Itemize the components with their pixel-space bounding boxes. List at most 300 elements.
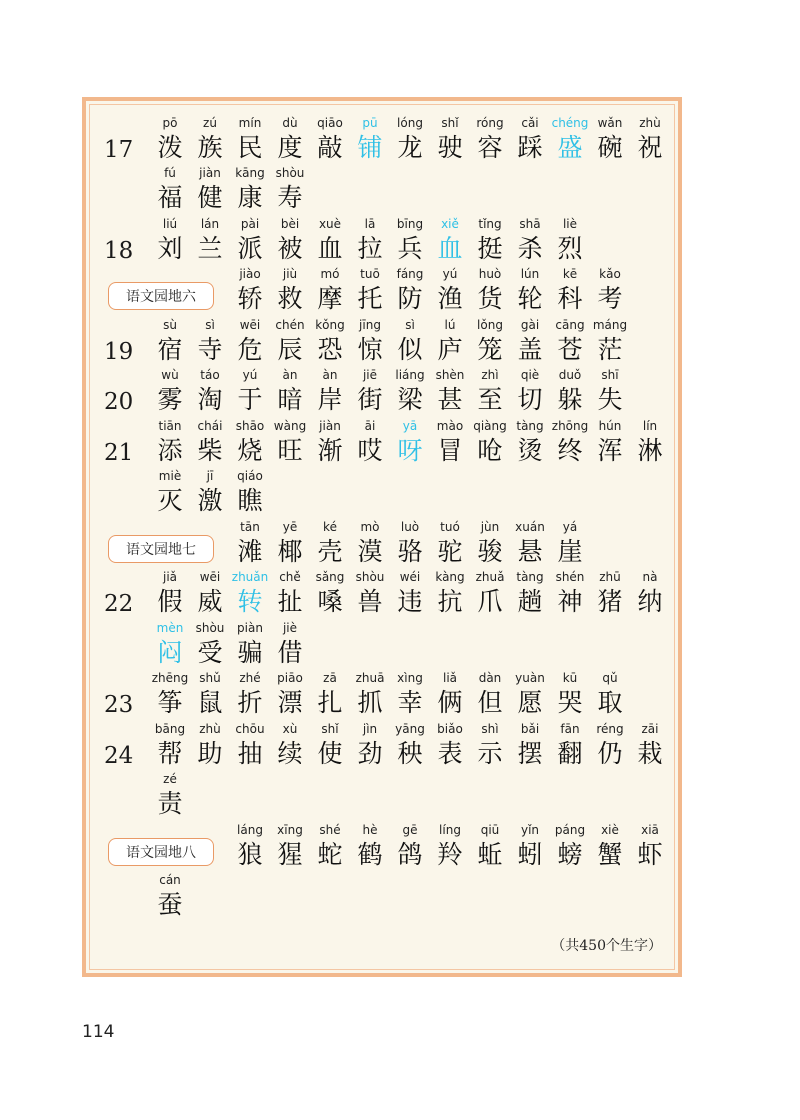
pinyin: kū <box>562 671 578 685</box>
pinyin: chén <box>275 318 305 332</box>
character-cell <box>590 670 630 720</box>
hanzi: 责 <box>157 789 183 818</box>
hanzi: 盖 <box>517 335 543 364</box>
pinyin: chě <box>279 570 301 584</box>
character-line <box>86 266 686 318</box>
pinyin: zhù <box>199 722 221 736</box>
pinyin: dàn <box>478 671 502 685</box>
hanzi: 示 <box>477 739 503 768</box>
pinyin: àn <box>322 368 338 382</box>
hanzi: 恐 <box>317 335 343 364</box>
character-cell <box>630 569 670 619</box>
pinyin: zhuǎn <box>231 570 269 584</box>
hanzi: 踩 <box>517 133 543 162</box>
hanzi: 违 <box>397 587 423 616</box>
hanzi: 寿 <box>277 183 303 212</box>
pinyin: bèi <box>280 217 300 231</box>
hanzi: 秧 <box>397 739 423 768</box>
pinyin: sì <box>405 318 415 332</box>
hanzi: 渐 <box>317 436 343 465</box>
pinyin: wéi <box>399 570 421 584</box>
hanzi: 烫 <box>517 436 543 465</box>
hanzi: 笼 <box>477 335 503 364</box>
pinyin: xīng <box>277 823 303 837</box>
pinyin: tiān <box>158 419 182 433</box>
character-cell <box>270 620 310 670</box>
hanzi: 驼 <box>437 537 463 566</box>
pinyin: lóng <box>397 116 423 130</box>
pinyin: luò <box>400 520 420 534</box>
hanzi: 危 <box>237 335 263 364</box>
pinyin: jī <box>206 469 214 483</box>
pinyin: hún <box>598 419 622 433</box>
pinyin: chéng <box>551 116 589 130</box>
pinyin: páng <box>554 823 586 837</box>
hanzi: 闷 <box>157 638 183 667</box>
hanzi: 愿 <box>517 688 543 717</box>
pinyin: qiāo <box>317 116 343 130</box>
hanzi: 螃 <box>557 840 583 869</box>
pinyin: láng <box>237 823 263 837</box>
pinyin: chái <box>197 419 223 433</box>
pinyin: zāi <box>641 722 659 736</box>
hanzi: 惊 <box>357 335 383 364</box>
hanzi: 扯 <box>277 587 303 616</box>
hanzi: 蚯 <box>477 840 503 869</box>
hanzi: 容 <box>477 133 503 162</box>
hanzi: 切 <box>517 385 543 414</box>
hanzi: 岸 <box>317 385 343 414</box>
character-cell <box>230 468 270 518</box>
pinyin: róng <box>476 116 504 130</box>
page-number: 114 <box>82 1022 115 1042</box>
pinyin: mào <box>436 419 464 433</box>
pinyin: sǎng <box>315 570 345 584</box>
pinyin: āi <box>364 419 376 433</box>
character-cell <box>630 721 670 771</box>
hanzi: 猩 <box>277 840 303 869</box>
pinyin: jiù <box>282 267 298 281</box>
pinyin: kē <box>562 267 578 281</box>
hanzi: 抓 <box>357 688 383 717</box>
pinyin: zhuā <box>355 671 385 685</box>
hanzi: 庐 <box>437 335 463 364</box>
hanzi: 度 <box>277 133 303 162</box>
pinyin: jìn <box>362 722 378 736</box>
hanzi: 似 <box>397 335 423 364</box>
pinyin: nà <box>642 570 658 584</box>
character-cell <box>590 266 630 316</box>
hanzi: 威 <box>197 587 223 616</box>
pinyin: bīng <box>396 217 424 231</box>
hanzi: 铺 <box>357 133 383 162</box>
pinyin: liú <box>162 217 178 231</box>
hanzi: 敲 <box>317 133 343 162</box>
pinyin: shé <box>319 823 341 837</box>
hanzi: 仍 <box>597 739 623 768</box>
hanzi: 呛 <box>477 436 503 465</box>
hanzi: 族 <box>197 133 223 162</box>
hanzi: 帮 <box>157 739 183 768</box>
pinyin: gē <box>402 823 418 837</box>
pinyin: shī <box>601 368 619 382</box>
hanzi: 骆 <box>397 537 423 566</box>
character-cell <box>550 216 590 266</box>
pinyin: sì <box>205 318 215 332</box>
pinyin: biǎo <box>437 722 463 736</box>
hanzi: 茫 <box>597 335 623 364</box>
pinyin: tuō <box>360 267 380 281</box>
pinyin: shòu <box>355 570 385 584</box>
pinyin: pū <box>362 116 378 130</box>
hanzi: 雾 <box>157 385 183 414</box>
pinyin: kàng <box>435 570 465 584</box>
hanzi: 躲 <box>557 385 583 414</box>
pinyin: jiào <box>239 267 261 281</box>
hanzi: 托 <box>357 284 383 313</box>
section-label-badge: 语文园地八 <box>108 838 214 866</box>
pinyin: fú <box>164 166 176 180</box>
hanzi: 俩 <box>437 688 463 717</box>
pinyin: qiè <box>520 368 540 382</box>
pinyin: huò <box>478 267 502 281</box>
hanzi: 于 <box>237 385 263 414</box>
pinyin: gài <box>520 318 540 332</box>
pinyin: xuè <box>318 217 342 231</box>
character-cell <box>590 367 630 417</box>
character-cell <box>590 317 630 367</box>
hanzi: 瞧 <box>237 486 263 515</box>
pinyin: kǒng <box>315 318 345 332</box>
pinyin: lú <box>444 318 456 332</box>
pinyin: shèn <box>435 368 465 382</box>
hanzi: 鹤 <box>357 840 383 869</box>
pinyin: yāng <box>395 722 425 736</box>
hanzi: 烈 <box>557 234 583 263</box>
hanzi: 龙 <box>397 133 423 162</box>
hanzi: 兽 <box>357 587 383 616</box>
pinyin: kǎo <box>599 267 621 281</box>
pinyin: zú <box>203 116 217 130</box>
pinyin: miè <box>158 469 182 483</box>
pinyin: tàng <box>516 570 544 584</box>
hanzi: 扎 <box>317 688 343 717</box>
hanzi: 甚 <box>437 385 463 414</box>
character-cell <box>630 115 670 165</box>
hanzi: 终 <box>557 436 583 465</box>
lesson-number: 18 <box>104 238 134 264</box>
character-line <box>86 771 686 823</box>
pinyin: fān <box>560 722 580 736</box>
hanzi: 轿 <box>237 284 263 313</box>
hanzi: 冒 <box>437 436 463 465</box>
pinyin: mín <box>238 116 262 130</box>
pinyin: yā <box>402 419 418 433</box>
hanzi: 旺 <box>277 436 303 465</box>
pinyin: yuàn <box>515 671 545 685</box>
pinyin: xuán <box>515 520 545 534</box>
lesson-number: 20 <box>104 389 134 415</box>
lesson-number: 22 <box>104 591 134 617</box>
character-line <box>86 670 686 722</box>
hanzi: 受 <box>197 638 223 667</box>
hanzi: 泼 <box>157 133 183 162</box>
pinyin: shén <box>555 570 585 584</box>
hanzi: 猪 <box>597 587 623 616</box>
pinyin: zhū <box>599 570 621 584</box>
character-line <box>86 721 686 773</box>
hanzi: 蚕 <box>157 890 183 919</box>
hanzi: 拉 <box>357 234 383 263</box>
pinyin: jīng <box>359 318 381 332</box>
pinyin: máng <box>592 318 628 332</box>
pinyin: fáng <box>396 267 424 281</box>
pinyin: shǔ <box>199 671 221 685</box>
pinyin: lǒng <box>477 318 503 332</box>
lesson-number: 17 <box>104 137 134 163</box>
hanzi: 悬 <box>517 537 543 566</box>
hanzi: 兵 <box>397 234 423 263</box>
hanzi: 辰 <box>277 335 303 364</box>
hanzi: 派 <box>237 234 263 263</box>
pinyin: jiàn <box>199 166 221 180</box>
pinyin: jiè <box>282 621 298 635</box>
hanzi: 取 <box>597 688 623 717</box>
pinyin: xiā <box>641 823 659 837</box>
pinyin: hè <box>362 823 378 837</box>
character-cell <box>630 822 670 872</box>
hanzi: 抗 <box>437 587 463 616</box>
hanzi: 鸽 <box>397 840 423 869</box>
hanzi: 民 <box>237 133 263 162</box>
character-line <box>86 620 686 672</box>
pinyin: shā <box>519 217 541 231</box>
hanzi: 货 <box>477 284 503 313</box>
pinyin: xìng <box>397 671 423 685</box>
section-label-badge: 语文园地六 <box>108 282 214 310</box>
pinyin: piāo <box>277 671 303 685</box>
pinyin: wēi <box>239 318 261 332</box>
hanzi: 狼 <box>237 840 263 869</box>
pinyin: jiǎ <box>162 570 178 584</box>
hanzi: 街 <box>357 385 383 414</box>
hanzi: 栽 <box>637 739 663 768</box>
hanzi: 折 <box>237 688 263 717</box>
pinyin: dù <box>282 116 298 130</box>
pinyin: bāng <box>154 722 186 736</box>
pinyin: tān <box>240 520 260 534</box>
hanzi: 添 <box>157 436 183 465</box>
character-line <box>86 569 686 621</box>
hanzi: 漠 <box>357 537 383 566</box>
hanzi: 轮 <box>517 284 543 313</box>
hanzi: 失 <box>597 385 623 414</box>
pinyin: wàng <box>273 419 307 433</box>
pinyin: jiàn <box>319 419 341 433</box>
pinyin: qiáo <box>237 469 263 483</box>
pinyin: sù <box>163 318 177 332</box>
pinyin: duǒ <box>558 368 582 382</box>
character-line <box>86 519 686 571</box>
pinyin: wù <box>161 368 179 382</box>
hanzi: 激 <box>197 486 223 515</box>
pinyin: shǐ <box>321 722 339 736</box>
hanzi: 使 <box>317 739 343 768</box>
pinyin: lín <box>642 419 658 433</box>
pinyin: ké <box>323 520 337 534</box>
character-cell <box>550 519 590 569</box>
pinyin: àn <box>282 368 298 382</box>
character-line <box>86 317 686 369</box>
character-line <box>86 418 686 470</box>
hanzi: 羚 <box>437 840 463 869</box>
hanzi: 碗 <box>597 133 623 162</box>
character-line <box>86 468 686 520</box>
pinyin: pài <box>240 217 260 231</box>
pinyin: xiè <box>601 823 619 837</box>
pinyin: liáng <box>395 368 425 382</box>
pinyin: pō <box>162 116 178 130</box>
pinyin: zé <box>163 772 177 786</box>
pinyin: piàn <box>237 621 263 635</box>
pinyin: liè <box>562 217 578 231</box>
character-cell <box>150 872 190 922</box>
hanzi: 神 <box>557 587 583 616</box>
hanzi: 康 <box>237 183 263 212</box>
pinyin: yē <box>282 520 298 534</box>
hanzi: 壳 <box>317 537 343 566</box>
hanzi: 漂 <box>277 688 303 717</box>
character-line <box>86 822 686 874</box>
pinyin: shòu <box>275 166 305 180</box>
pinyin: mò <box>360 520 380 534</box>
pinyin: kāng <box>235 166 265 180</box>
hanzi: 翻 <box>557 739 583 768</box>
hanzi: 渔 <box>437 284 463 313</box>
pinyin: shòu <box>195 621 225 635</box>
hanzi: 防 <box>397 284 423 313</box>
hanzi: 嗓 <box>317 587 343 616</box>
lesson-number: 23 <box>104 692 134 718</box>
hanzi: 宿 <box>157 335 183 364</box>
hanzi: 被 <box>277 234 303 263</box>
hanzi: 假 <box>157 587 183 616</box>
hanzi: 考 <box>597 284 623 313</box>
hanzi: 淘 <box>197 385 223 414</box>
pinyin: cǎi <box>521 116 539 130</box>
pinyin: lún <box>520 267 540 281</box>
hanzi: 挺 <box>477 234 503 263</box>
character-cell <box>270 165 310 215</box>
pinyin: xù <box>282 722 298 736</box>
hanzi: 祝 <box>637 133 663 162</box>
pinyin: wēi <box>199 570 221 584</box>
character-line <box>86 165 686 217</box>
hanzi: 转 <box>237 587 263 616</box>
pinyin: yú <box>242 368 258 382</box>
hanzi: 骗 <box>237 638 263 667</box>
hanzi: 借 <box>277 638 303 667</box>
hanzi: 健 <box>197 183 223 212</box>
hanzi: 驶 <box>437 133 463 162</box>
hanzi: 骏 <box>477 537 503 566</box>
hanzi: 蟹 <box>597 840 623 869</box>
hanzi: 灭 <box>157 486 183 515</box>
hanzi: 蛇 <box>317 840 343 869</box>
hanzi: 浑 <box>597 436 623 465</box>
hanzi: 血 <box>317 234 343 263</box>
pinyin: lán <box>200 217 220 231</box>
hanzi: 哭 <box>557 688 583 717</box>
section-label-badge: 语文园地七 <box>108 535 214 563</box>
pinyin: tǐng <box>478 217 502 231</box>
hanzi: 但 <box>477 688 503 717</box>
hanzi: 椰 <box>277 537 303 566</box>
total-character-count: （共450个生字） <box>551 938 662 954</box>
hanzi: 崖 <box>557 537 583 566</box>
pinyin: shāo <box>235 419 265 433</box>
pinyin: liǎ <box>442 671 458 685</box>
hanzi: 柴 <box>197 436 223 465</box>
hanzi: 幸 <box>397 688 423 717</box>
pinyin: wǎn <box>597 116 623 130</box>
hanzi: 兰 <box>197 234 223 263</box>
lesson-number: 19 <box>104 339 134 365</box>
character-line <box>86 367 686 419</box>
pinyin: zhì <box>481 368 499 382</box>
pinyin: cāng <box>555 318 585 332</box>
pinyin: shǐ <box>441 116 459 130</box>
pinyin: cán <box>159 873 181 887</box>
hanzi: 烧 <box>237 436 263 465</box>
hanzi: 暗 <box>277 385 303 414</box>
pinyin: jùn <box>480 520 500 534</box>
hanzi: 呀 <box>397 436 423 465</box>
hanzi: 续 <box>277 739 303 768</box>
hanzi: 福 <box>157 183 183 212</box>
hanzi: 血 <box>437 234 463 263</box>
hanzi: 盛 <box>557 133 583 162</box>
hanzi: 趟 <box>517 587 543 616</box>
hanzi: 至 <box>477 385 503 414</box>
character-line <box>86 872 686 924</box>
pinyin: zhuǎ <box>475 570 505 584</box>
hanzi: 蚓 <box>517 840 543 869</box>
pinyin: qǔ <box>602 671 618 685</box>
hanzi: 摆 <box>517 739 543 768</box>
character-line <box>86 115 686 167</box>
pinyin: tàng <box>516 419 544 433</box>
pinyin: táo <box>200 368 220 382</box>
pinyin: réng <box>596 722 624 736</box>
pinyin: líng <box>439 823 461 837</box>
character-table-frame <box>82 97 682 977</box>
character-cell <box>630 418 670 468</box>
pinyin: xiě <box>441 217 459 231</box>
pinyin: qiū <box>480 823 500 837</box>
pinyin: chōu <box>235 722 265 736</box>
hanzi: 表 <box>437 739 463 768</box>
pinyin: yá <box>562 520 578 534</box>
hanzi: 摩 <box>317 284 343 313</box>
hanzi: 哎 <box>357 436 383 465</box>
pinyin: tuó <box>440 520 460 534</box>
hanzi: 杀 <box>517 234 543 263</box>
character-line <box>86 216 686 268</box>
pinyin: lā <box>364 217 376 231</box>
pinyin: yú <box>442 267 458 281</box>
hanzi: 纳 <box>637 587 663 616</box>
